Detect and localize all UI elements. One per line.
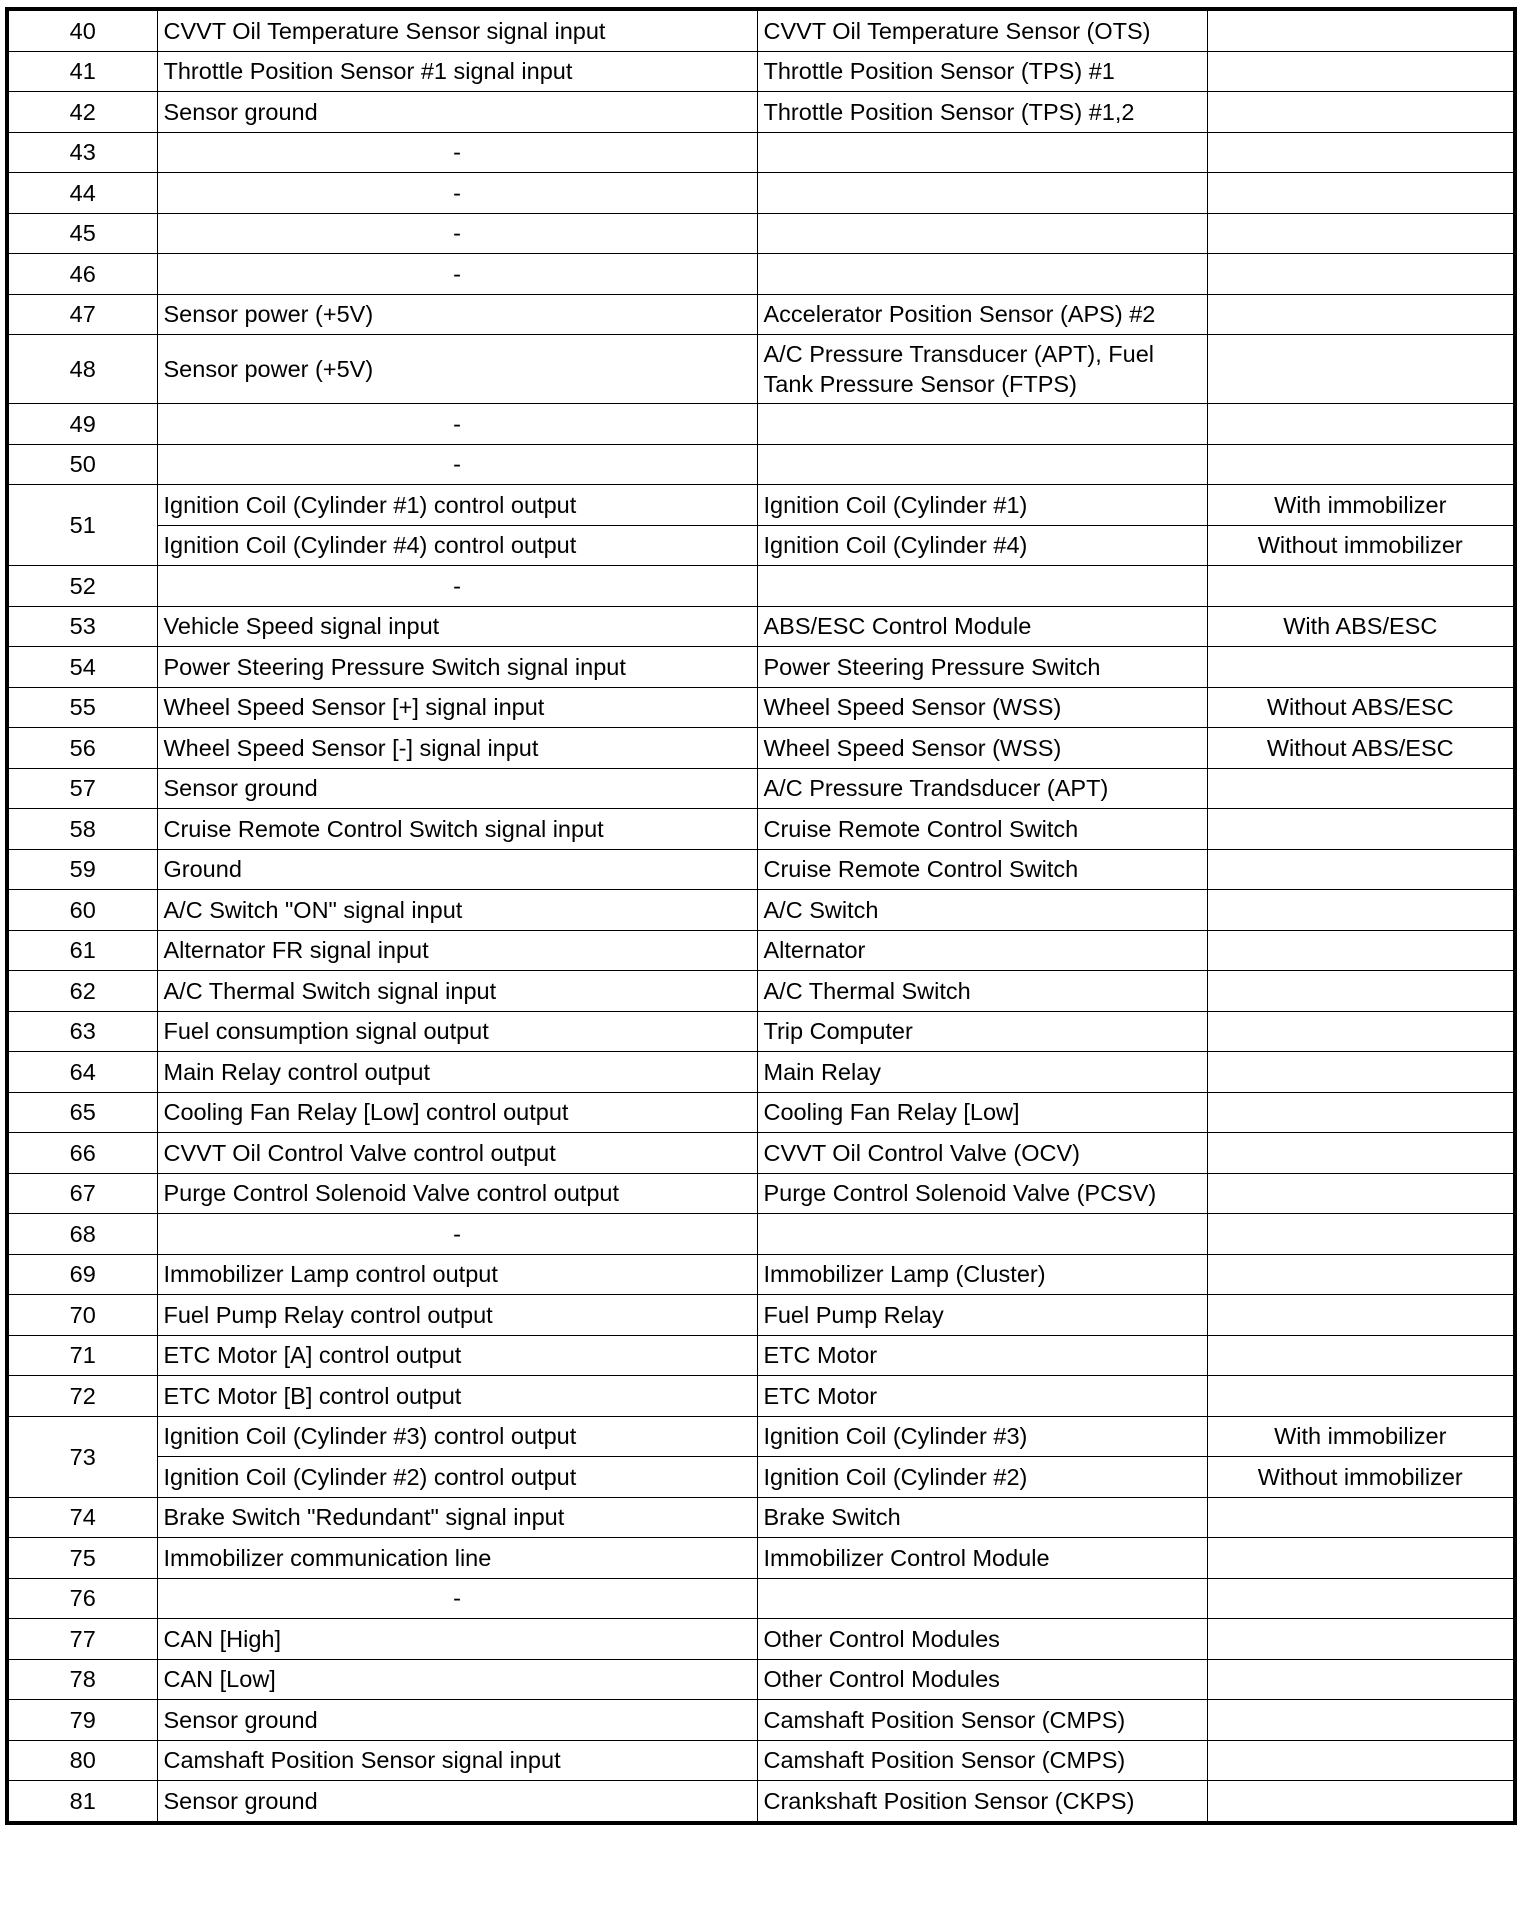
remark: Without ABS/ESC	[1207, 687, 1515, 728]
connected-to: Other Control Modules	[757, 1619, 1207, 1660]
pin-description: A/C Switch "ON" signal input	[157, 890, 757, 931]
table-row	[7, 1700, 1515, 1741]
connected-to	[757, 1214, 1207, 1255]
pin-number: 77	[7, 1619, 157, 1660]
remark	[1207, 9, 1515, 51]
remark	[1207, 335, 1515, 404]
table-row	[7, 1578, 1515, 1619]
remark	[1207, 1295, 1515, 1336]
remark: Without immobilizer	[1207, 1457, 1515, 1498]
pin-number: 62	[7, 971, 157, 1012]
table-row	[7, 1497, 1515, 1538]
pin-description: -	[157, 566, 757, 607]
table-row	[7, 687, 1515, 728]
connected-to: A/C Pressure Transducer (APT), Fuel Tank Pressure Sensor (FTPS)	[757, 335, 1207, 404]
pin-number: 71	[7, 1335, 157, 1376]
remark	[1207, 173, 1515, 214]
remark	[1207, 1011, 1515, 1052]
connected-to	[757, 444, 1207, 485]
table-row	[7, 132, 1515, 173]
remark	[1207, 1740, 1515, 1781]
connected-to: Other Control Modules	[757, 1659, 1207, 1700]
pin-number: 79	[7, 1700, 157, 1741]
connected-to: Immobilizer Lamp (Cluster)	[757, 1254, 1207, 1295]
pin-number: 74	[7, 1497, 157, 1538]
table-row	[7, 1619, 1515, 1660]
connected-to: Camshaft Position Sensor (CMPS)	[757, 1740, 1207, 1781]
remark: With ABS/ESC	[1207, 606, 1515, 647]
remark: Without ABS/ESC	[1207, 728, 1515, 769]
table-row	[7, 9, 1515, 51]
pin-description: -	[157, 404, 757, 445]
connected-to: Power Steering Pressure Switch	[757, 647, 1207, 688]
remark	[1207, 404, 1515, 445]
pin-description: Sensor ground	[157, 92, 757, 133]
table-row	[7, 1781, 1515, 1823]
connected-to: Ignition Coil (Cylinder #4)	[757, 525, 1207, 566]
pin-description: Camshaft Position Sensor signal input	[157, 1740, 757, 1781]
remark	[1207, 1173, 1515, 1214]
pin-number: 56	[7, 728, 157, 769]
remark	[1207, 971, 1515, 1012]
pin-number: 41	[7, 51, 157, 92]
pin-description: CAN [High]	[157, 1619, 757, 1660]
pin-number: 75	[7, 1538, 157, 1579]
pin-description: Sensor ground	[157, 1781, 757, 1823]
pin-number: 48	[7, 335, 157, 404]
table-row	[7, 1457, 1515, 1498]
pin-description: Main Relay control output	[157, 1052, 757, 1093]
pin-number: 54	[7, 647, 157, 688]
table-row	[7, 294, 1515, 335]
pin-description: Ignition Coil (Cylinder #2) control output	[157, 1457, 757, 1498]
pin-number: 50	[7, 444, 157, 485]
pin-description: Wheel Speed Sensor [-] signal input	[157, 728, 757, 769]
pin-description: Ignition Coil (Cylinder #1) control output	[157, 485, 757, 526]
table-row	[7, 1538, 1515, 1579]
connected-to: Wheel Speed Sensor (WSS)	[757, 687, 1207, 728]
table-row	[7, 890, 1515, 931]
remark	[1207, 213, 1515, 254]
table-row	[7, 1740, 1515, 1781]
connected-to: A/C Pressure Trandsducer (APT)	[757, 768, 1207, 809]
connected-to: ABS/ESC Control Module	[757, 606, 1207, 647]
table-body	[7, 9, 1515, 1823]
table-row	[7, 930, 1515, 971]
pin-number: 78	[7, 1659, 157, 1700]
connected-to	[757, 254, 1207, 295]
pin-description: CVVT Oil Control Valve control output	[157, 1133, 757, 1174]
pin-description-table	[5, 7, 1517, 1825]
pin-number: 40	[7, 9, 157, 51]
table-row	[7, 1214, 1515, 1255]
connected-to	[757, 404, 1207, 445]
pin-number: 73	[7, 1416, 157, 1497]
connected-to: CVVT Oil Temperature Sensor (OTS)	[757, 9, 1207, 51]
table-row	[7, 335, 1515, 404]
pin-description: ETC Motor [B] control output	[157, 1376, 757, 1417]
table-row	[7, 1335, 1515, 1376]
table-row	[7, 1659, 1515, 1700]
connected-to: Ignition Coil (Cylinder #2)	[757, 1457, 1207, 1498]
remark	[1207, 1376, 1515, 1417]
pin-description: Power Steering Pressure Switch signal input	[157, 647, 757, 688]
table-row	[7, 1133, 1515, 1174]
pin-number: 68	[7, 1214, 157, 1255]
table-row	[7, 1052, 1515, 1093]
pin-number: 72	[7, 1376, 157, 1417]
pin-description: Throttle Position Sensor #1 signal input	[157, 51, 757, 92]
pin-description: -	[157, 444, 757, 485]
remark	[1207, 92, 1515, 133]
pin-number: 43	[7, 132, 157, 173]
pin-description: Cooling Fan Relay [Low] control output	[157, 1092, 757, 1133]
table-row	[7, 1011, 1515, 1052]
pin-number: 49	[7, 404, 157, 445]
table-row	[7, 485, 1515, 526]
pin-number: 46	[7, 254, 157, 295]
pin-description: Vehicle Speed signal input	[157, 606, 757, 647]
pin-number: 51	[7, 485, 157, 566]
pin-description: -	[157, 254, 757, 295]
pin-description: Purge Control Solenoid Valve control output	[157, 1173, 757, 1214]
pin-description: Fuel Pump Relay control output	[157, 1295, 757, 1336]
table-row	[7, 849, 1515, 890]
remark	[1207, 132, 1515, 173]
table-row	[7, 1416, 1515, 1457]
connected-to: Fuel Pump Relay	[757, 1295, 1207, 1336]
connected-to	[757, 566, 1207, 607]
table-row	[7, 566, 1515, 607]
table-row	[7, 606, 1515, 647]
pin-number: 80	[7, 1740, 157, 1781]
pin-description: Sensor power (+5V)	[157, 335, 757, 404]
connected-to: Cooling Fan Relay [Low]	[757, 1092, 1207, 1133]
pin-number: 47	[7, 294, 157, 335]
table-row	[7, 971, 1515, 1012]
remark	[1207, 890, 1515, 931]
remark	[1207, 1497, 1515, 1538]
remark	[1207, 849, 1515, 890]
remark: Without immobilizer	[1207, 525, 1515, 566]
pin-description: -	[157, 1578, 757, 1619]
connected-to: ETC Motor	[757, 1376, 1207, 1417]
pin-description: -	[157, 213, 757, 254]
pin-number: 61	[7, 930, 157, 971]
connected-to: A/C Switch	[757, 890, 1207, 931]
connected-to: Accelerator Position Sensor (APS) #2	[757, 294, 1207, 335]
remark	[1207, 1214, 1515, 1255]
table-row	[7, 768, 1515, 809]
pin-number: 67	[7, 1173, 157, 1214]
connected-to: Main Relay	[757, 1052, 1207, 1093]
pin-description: Ground	[157, 849, 757, 890]
pin-number: 59	[7, 849, 157, 890]
pin-description: -	[157, 173, 757, 214]
pin-description: Immobilizer Lamp control output	[157, 1254, 757, 1295]
pin-number: 60	[7, 890, 157, 931]
remark	[1207, 1781, 1515, 1823]
pin-number: 42	[7, 92, 157, 133]
connected-to: Throttle Position Sensor (TPS) #1,2	[757, 92, 1207, 133]
connected-to: Cruise Remote Control Switch	[757, 809, 1207, 850]
connected-to: Ignition Coil (Cylinder #3)	[757, 1416, 1207, 1457]
table-row	[7, 213, 1515, 254]
remark	[1207, 566, 1515, 607]
pin-description: Ignition Coil (Cylinder #4) control output	[157, 525, 757, 566]
pin-number: 57	[7, 768, 157, 809]
pin-number: 45	[7, 213, 157, 254]
remark	[1207, 1133, 1515, 1174]
pin-description: Fuel consumption signal output	[157, 1011, 757, 1052]
remark	[1207, 809, 1515, 850]
remark	[1207, 1254, 1515, 1295]
connected-to	[757, 173, 1207, 214]
pin-description: CAN [Low]	[157, 1659, 757, 1700]
pin-description: Sensor ground	[157, 1700, 757, 1741]
connected-to: A/C Thermal Switch	[757, 971, 1207, 1012]
pin-description: Sensor power (+5V)	[157, 294, 757, 335]
remark	[1207, 254, 1515, 295]
remark	[1207, 930, 1515, 971]
pin-number: 63	[7, 1011, 157, 1052]
pin-description: A/C Thermal Switch signal input	[157, 971, 757, 1012]
connected-to: Purge Control Solenoid Valve (PCSV)	[757, 1173, 1207, 1214]
pin-number: 76	[7, 1578, 157, 1619]
table-row	[7, 404, 1515, 445]
table-row	[7, 1254, 1515, 1295]
table-row	[7, 1092, 1515, 1133]
connected-to: Brake Switch	[757, 1497, 1207, 1538]
remark	[1207, 1335, 1515, 1376]
remark	[1207, 1700, 1515, 1741]
remark	[1207, 1619, 1515, 1660]
table-row	[7, 51, 1515, 92]
connected-to: Immobilizer Control Module	[757, 1538, 1207, 1579]
pin-description: Immobilizer communication line	[157, 1538, 757, 1579]
pin-number: 44	[7, 173, 157, 214]
connected-to: Ignition Coil (Cylinder #1)	[757, 485, 1207, 526]
pin-number: 64	[7, 1052, 157, 1093]
table-row	[7, 173, 1515, 214]
remark	[1207, 1578, 1515, 1619]
pin-description: Wheel Speed Sensor [+] signal input	[157, 687, 757, 728]
connected-to	[757, 132, 1207, 173]
table-row	[7, 525, 1515, 566]
pin-number: 53	[7, 606, 157, 647]
remark	[1207, 647, 1515, 688]
connected-to: Wheel Speed Sensor (WSS)	[757, 728, 1207, 769]
remark	[1207, 1052, 1515, 1093]
pin-number: 81	[7, 1781, 157, 1823]
pin-number: 55	[7, 687, 157, 728]
pin-number: 69	[7, 1254, 157, 1295]
pin-description: ETC Motor [A] control output	[157, 1335, 757, 1376]
connected-to: Alternator	[757, 930, 1207, 971]
table-row	[7, 1376, 1515, 1417]
pin-description: Sensor ground	[157, 768, 757, 809]
pin-number: 70	[7, 1295, 157, 1336]
pin-description: -	[157, 1214, 757, 1255]
table-row	[7, 1173, 1515, 1214]
connected-to: Throttle Position Sensor (TPS) #1	[757, 51, 1207, 92]
pin-description: Alternator FR signal input	[157, 930, 757, 971]
remark	[1207, 1092, 1515, 1133]
table-row	[7, 92, 1515, 133]
remark	[1207, 444, 1515, 485]
pin-number: 65	[7, 1092, 157, 1133]
connected-to: ETC Motor	[757, 1335, 1207, 1376]
connected-to	[757, 1578, 1207, 1619]
remark: With immobilizer	[1207, 1416, 1515, 1457]
table-row	[7, 254, 1515, 295]
pin-number: 66	[7, 1133, 157, 1174]
pin-number: 52	[7, 566, 157, 607]
remark	[1207, 1538, 1515, 1579]
table-row	[7, 647, 1515, 688]
remark	[1207, 294, 1515, 335]
connected-to: Crankshaft Position Sensor (CKPS)	[757, 1781, 1207, 1823]
table-row	[7, 809, 1515, 850]
pin-description: Ignition Coil (Cylinder #3) control output	[157, 1416, 757, 1457]
pin-description: -	[157, 132, 757, 173]
pin-description: Brake Switch "Redundant" signal input	[157, 1497, 757, 1538]
connected-to: CVVT Oil Control Valve (OCV)	[757, 1133, 1207, 1174]
pin-number: 58	[7, 809, 157, 850]
pin-description: Cruise Remote Control Switch signal input	[157, 809, 757, 850]
table-row	[7, 728, 1515, 769]
connected-to	[757, 213, 1207, 254]
connected-to: Cruise Remote Control Switch	[757, 849, 1207, 890]
remark: With immobilizer	[1207, 485, 1515, 526]
remark	[1207, 1659, 1515, 1700]
table-row	[7, 1295, 1515, 1336]
remark	[1207, 768, 1515, 809]
connected-to: Camshaft Position Sensor (CMPS)	[757, 1700, 1207, 1741]
remark	[1207, 51, 1515, 92]
table-row	[7, 444, 1515, 485]
connected-to: Trip Computer	[757, 1011, 1207, 1052]
pin-description: CVVT Oil Temperature Sensor signal input	[157, 9, 757, 51]
